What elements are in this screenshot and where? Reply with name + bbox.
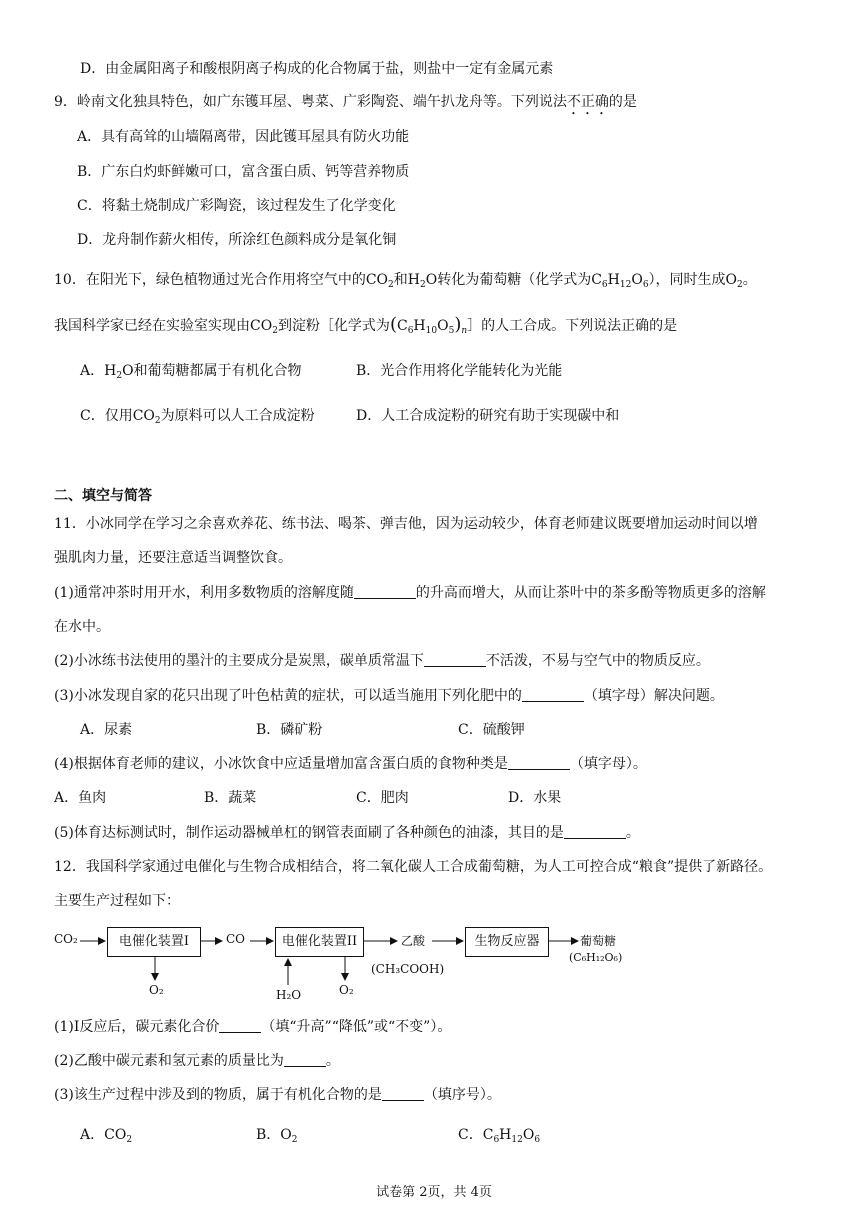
o2-label-2: O₂ [339, 983, 354, 997]
glucose-formula: (C₆H₁₂O₆) [569, 951, 623, 964]
q11-p3-option-c: C．硫酸钾 [458, 722, 525, 738]
q11-part5: (5)体育达标测试时，制作运动器械单杠的钢管表面刷了各种颜色的油漆，其目的是 。 [54, 825, 640, 841]
q9-option-c: C．将黏土烧制成广彩陶瓷，该过程发生了化学变化 [77, 198, 396, 214]
q12-part3: (3)该生产过程中涉及到的物质，属于有机化合物的是 （填序号）。 [54, 1087, 501, 1103]
q12-option-c: C．$C_6H_{12}O_6$ [458, 1127, 541, 1145]
answer-blank[interactable] [354, 584, 416, 599]
q11-p3-option-b: B．磷矿粉 [256, 722, 323, 738]
q10-stem-line2: 我国科学家已经在实验室实现由$CO_2$到淀粉［化学式为$(C_6H_{10}O_5)_n]$的人工合成。下列说法正确的是 [54, 314, 678, 336]
q12-stem-line2: 主要生产过程如下： [54, 893, 180, 909]
q12-option-b: B．$O_2$ [256, 1127, 298, 1145]
q11-p4-option-c: C．肥肉 [356, 790, 409, 806]
q9-option-a: A．具有高耸的山墙隔离带，因此镬耳屋具有防火功能 [77, 129, 410, 145]
answer-blank[interactable] [382, 1086, 424, 1101]
q8-option-d: D．由金属阳离子和酸根阴离子构成的化合物属于盐，则盐中一定有金属元素 [80, 61, 554, 77]
co2-label: CO₂ [54, 932, 78, 946]
section-title: 二、填空与简答 [54, 488, 152, 504]
q10-stem-line1: 10．在阳光下，绿色植物通过光合作用将空气中的$CO_2$和$H_2O$转化为葡萄糖（化学式为$C_6H_{12}O_6$），同时生成$O_2$。 [54, 272, 757, 290]
page-footer: 试卷第 2页，共 4页 [376, 1185, 492, 1200]
q10-option-c: C．仅用$CO_2$为原料可以人工合成淀粉 [80, 408, 315, 426]
q10-option-d: D．人工合成淀粉的研究有助于实现碳中和 [356, 408, 620, 424]
q12-part2: (2)乙酸中碳元素和氢元素的质量比为 。 [54, 1053, 340, 1069]
q11-stem-line2: 强肌肉力量，还要注意适当调整饮食。 [54, 550, 292, 566]
q12-option-a: A．$CO_2$ [80, 1127, 133, 1145]
co-label: CO [226, 932, 246, 946]
q11-p4-option-a: A．鱼肉 [54, 790, 107, 806]
q11-p4-option-b: B．蔬菜 [204, 790, 257, 806]
answer-blank[interactable] [508, 755, 570, 770]
answer-blank[interactable] [564, 824, 626, 839]
acetic-acid-label: 乙酸 [401, 934, 426, 948]
h2o-label: H₂O [276, 988, 302, 1002]
q11-part1-cont: 在水中。 [54, 619, 110, 635]
q11-part2: (2)小冰练书法使用的墨汁的主要成分是炭黑，碳单质常温下 不活泼，不易与空气中的物质反应。 [54, 653, 710, 669]
device1-box: 电催化装置I [107, 927, 201, 957]
bioreactor-box: 生物反应器 [465, 927, 549, 957]
q12-part1: (1)I反应后，碳元素化合价 （填“升高”“降低”或“不变”）。 [54, 1019, 452, 1035]
q9-option-d: D．龙舟制作薪火相传，所涂红色颜料成分是氧化铜 [77, 232, 397, 248]
answer-blank[interactable] [219, 1018, 261, 1033]
answer-blank[interactable] [522, 687, 584, 702]
glucose-label: 葡萄糖 [580, 934, 617, 948]
answer-blank[interactable] [424, 652, 486, 667]
q11-stem-line1: 11．小冰同学在学习之余喜欢养花、练书法、喝茶、弹吉他，因为运动较少，体育老师建议既要增加运动时间以增 [54, 516, 758, 532]
q11-part3: (3)小冰发现自家的花只出现了叶色枯黄的症状，可以适当施用下列化肥中的 （填字母）解决问题。 [54, 688, 724, 704]
q11-p3-option-a: A．尿素 [80, 722, 133, 738]
device2-box: 电催化装置II [275, 927, 364, 957]
answer-blank[interactable] [284, 1052, 326, 1067]
q9-option-b: B．广东白灼虾鲜嫩可口，富含蛋白质、钙等营养物质 [77, 164, 410, 180]
o2-label-1: O₂ [149, 983, 164, 997]
q11-p4-option-d: D．水果 [508, 790, 562, 806]
q9-stem: 9．岭南文化独具特色，如广东镬耳屋、粤菜、广彩陶瓷、端午扒龙舟等。下列说法不正确的是 [54, 94, 637, 110]
q12-stem-line1: 12．我国科学家通过电催化与生物合成相结合，将二氧化碳人工合成葡萄糖，为人工可控合成“粮食”提供了新路径。 [54, 859, 773, 875]
q10-option-b: B．光合作用将化学能转化为光能 [356, 363, 563, 379]
q11-part1: (1)通常冲茶时用开水，利用多数物质的溶解度随 的升高而增大，从而让茶叶中的茶多酚等物质更多的溶解 [54, 585, 766, 601]
q9-emphasis: 不正确 [566, 94, 609, 110]
acetic-acid-formula: (CH₃COOH) [371, 962, 445, 976]
q10-option-a: A．$H_2O$和葡萄糖都属于有机化合物 [80, 363, 302, 381]
q11-part4: (4)根据体育老师的建议，小冰饮食中应适量增加富含蛋白质的食物种类是 （填字母）。 [54, 756, 647, 772]
